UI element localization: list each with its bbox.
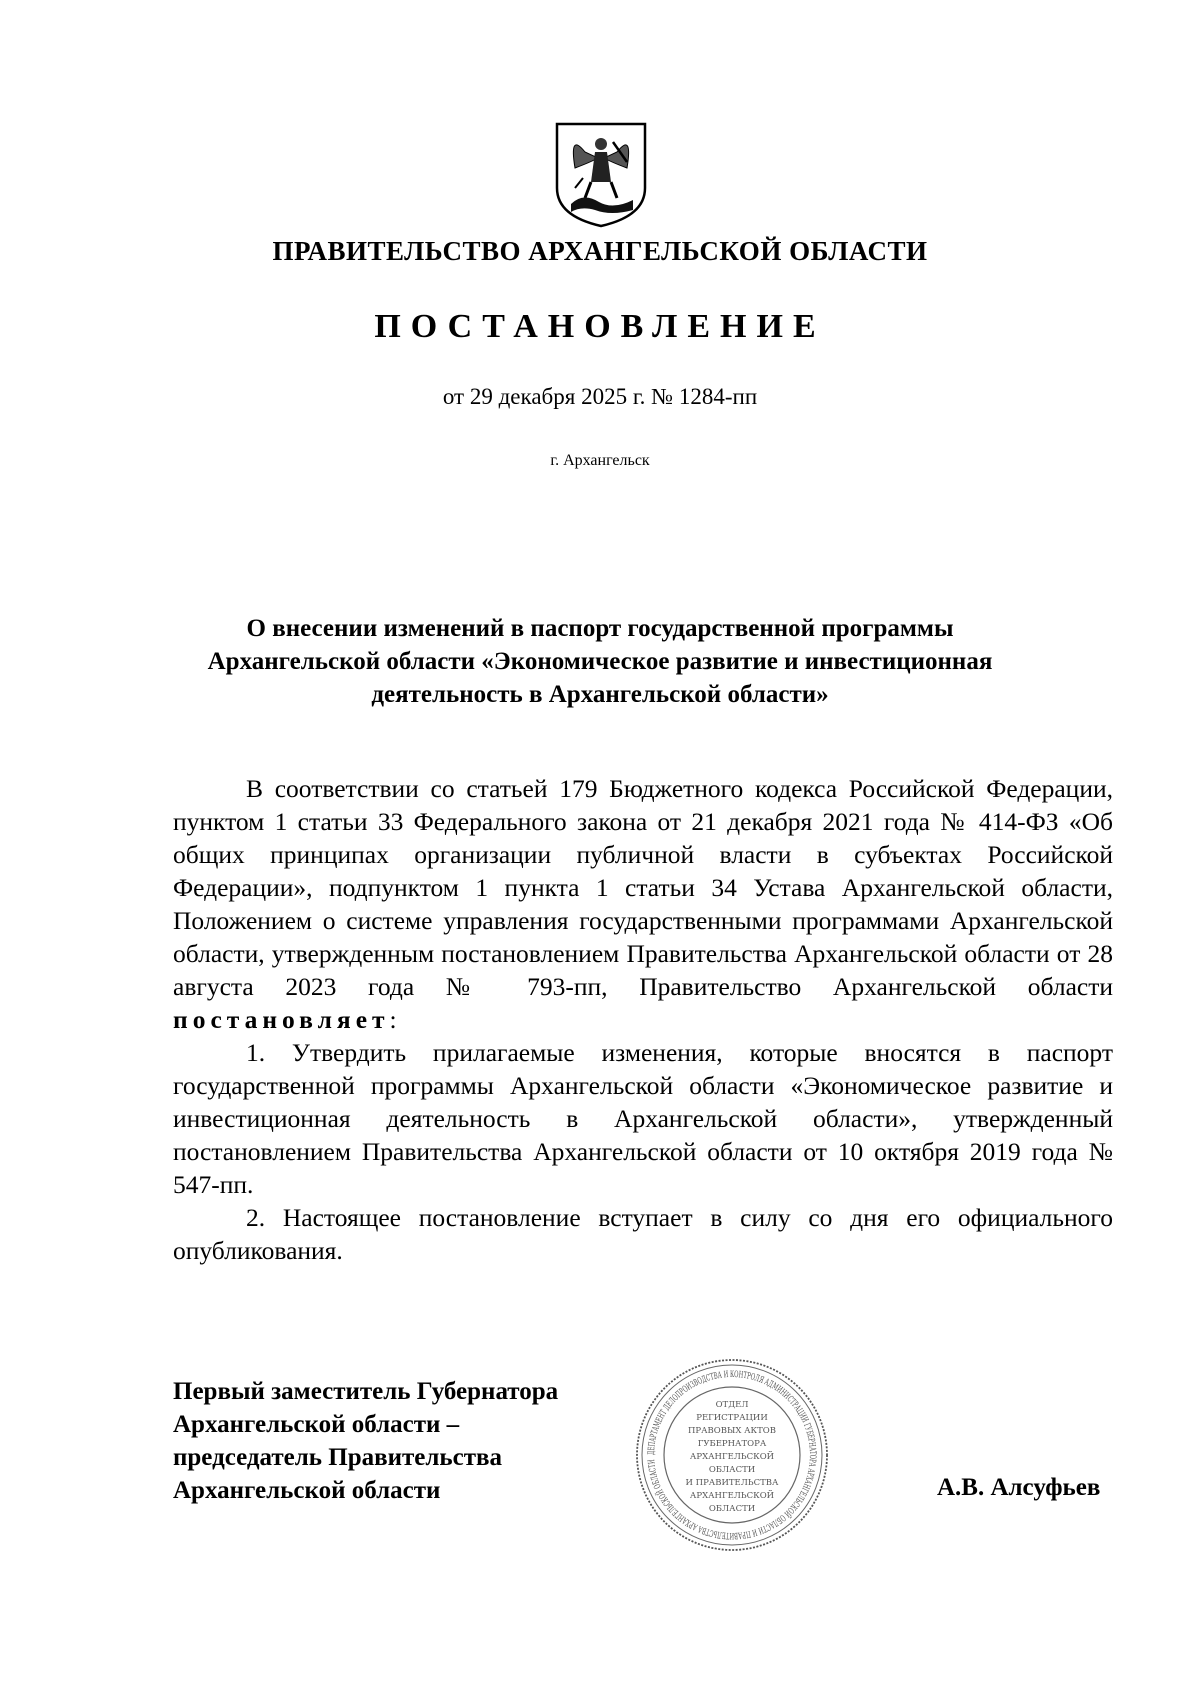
document-body [173,772,1113,1267]
seal-center-line: АРХАНГЕЛЬСКОЙ [689,1491,775,1501]
document-title-line: Архангельской области «Экономическое развитие и инвестиционная [207,648,993,675]
preamble-colon: : [389,1005,397,1034]
document-type: ПОСТАНОВЛЕНИЕ [374,308,826,345]
signatory-position-line: Первый заместитель Губернатора [173,1378,559,1405]
document-title [0,612,1200,711]
document-date-number: от 29 декабря 2025 г. № 1284-пп [442,384,758,409]
signatory-name: А.В. Алсуфьев [937,1474,1101,1501]
seal-center-line: И ПРАВИТЕЛЬСТВА [685,1478,779,1488]
official-seal-icon [634,1357,830,1553]
seal-center-line: АРХАНГЕЛЬСКОЙ [689,1452,775,1462]
body-paragraph-item-1: 1. Утвердить прилагаемые изменения, которые вносятся в паспорт государственной программы Архангельской области «Экономическое развитие и инвестиционная деятельность в Архангельской области», утвержденный постановлением Правительства Архангельской области от 10 октября 2019 года № 547-пп. [173,1038,1113,1199]
seal-center-line: ГУБЕРНАТОРА [697,1439,767,1449]
seal-center-line: ОТДЕЛ [715,1400,749,1410]
document-city: г. Архангельск [550,452,650,469]
signatory-position-line: Архангельской области – [173,1411,460,1438]
document-title-line: О внесении изменений в паспорт государственной программы [246,615,954,642]
seal-center-line: РЕГИСТРАЦИИ [696,1413,768,1423]
seal-center-line: ОБЛАСТИ [708,1465,756,1475]
body-paragraph-preamble [173,772,1113,1036]
government-name: ПРАВИТЕЛЬСТВО АРХАНГЕЛЬСКОЙ ОБЛАСТИ [272,236,928,266]
resolution-action-word: постановляет [173,1005,390,1034]
preamble-text: В соответствии со статьей 179 Бюджетного кодекса Российской Федерации, пунктом 1 статьи 33 Федерального закона от 21 декабря 2021 года № 414-ФЗ «Об общих принципах организации публичной власти в субъектах Российской Федерации», подпунктом 1 пункта 1 статьи 34 Устава Архангельской области, Положением о системе управления государственными программами Архангельской области, утвержденным постановлением Правительства Архангельской области от 28 августа 2023 года № 793-пп, Правительство Архангельской области [173,774,1113,1001]
body-paragraph-item-2: 2. Настоящее постановление вступает в силу со дня его официального опубликования. [173,1203,1113,1265]
signatory-position [173,1375,558,1507]
signatory-position-line: председатель Правительства [173,1444,503,1471]
seal-center-line: ОБЛАСТИ [708,1504,756,1514]
document-title-line: деятельность в Архангельской области» [371,681,829,708]
seal-ring-text: ДЕПАРТАМЕНТ ДЕЛОПРОИЗВОДСТВА И КОНТРОЛЯ АДМИНИСТРАЦИИ ГУБЕРНАТОРА АРХАНГЕЛЬСКОЙ ОБЛАСТИ И ПРАВИТЕЛЬСТВА АРХАНГЕЛЬСКОЙ ОБЛАСТИ [646,1369,818,1541]
seal-center-line: ПРАВОВЫХ АКТОВ [687,1426,777,1436]
signatory-position-line: Архангельской области [173,1477,441,1504]
coat-of-arms-icon [551,118,651,230]
